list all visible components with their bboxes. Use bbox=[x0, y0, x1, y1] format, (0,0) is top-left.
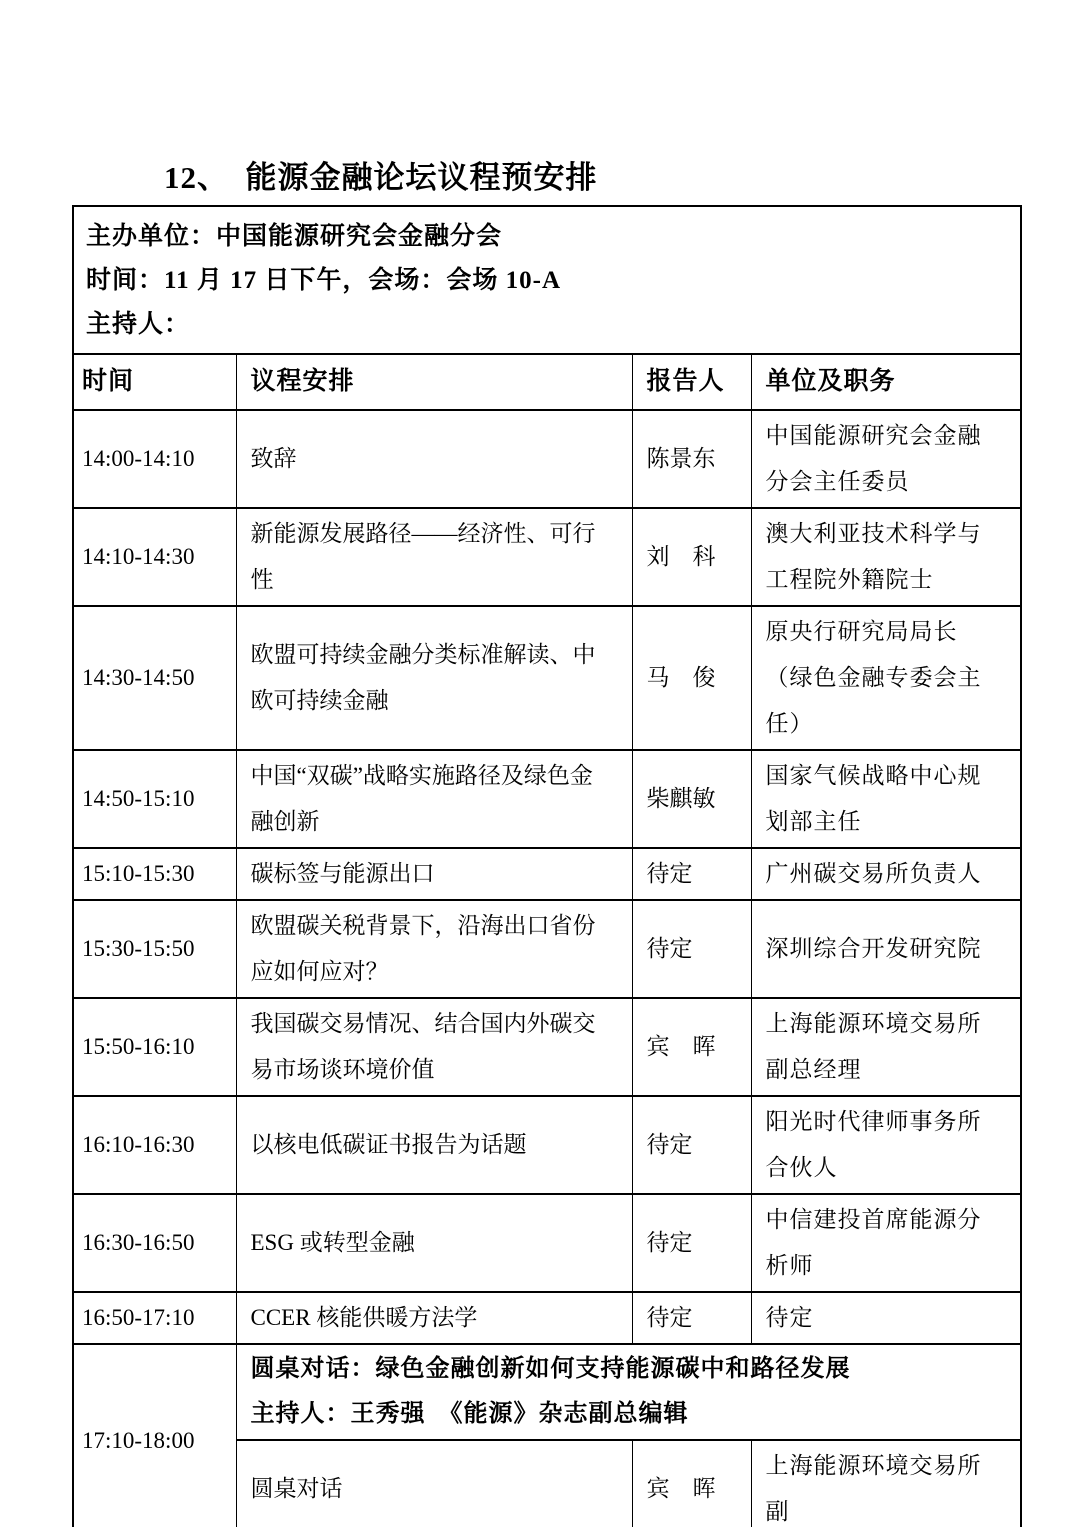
table-row bbox=[73, 900, 1021, 998]
table-row bbox=[73, 848, 1021, 900]
time-cell: 16:50-17:10 bbox=[73, 1292, 236, 1344]
agenda-cell: ESG 或转型金融 bbox=[236, 1194, 632, 1292]
unit-cell: 原央行研究局局长（绿色金融专委会主任） bbox=[751, 606, 1021, 750]
speaker-cell: 待定 bbox=[632, 848, 751, 900]
agenda-cell: CCER 核能供暖方法学 bbox=[236, 1292, 632, 1344]
speaker-cell: 陈景东 bbox=[632, 410, 751, 508]
agenda-cell: 欧盟可持续金融分类标准解读、中欧可持续金融 bbox=[236, 606, 632, 750]
page-title: 12、 能源金融论坛议程预安排 bbox=[164, 160, 598, 195]
speaker-cell: 宾 晖 bbox=[632, 1440, 751, 1527]
header-row bbox=[73, 354, 1021, 410]
speaker-cell: 待定 bbox=[632, 900, 751, 998]
time-cell: 15:10-15:30 bbox=[73, 848, 236, 900]
speaker-cell: 柴麒敏 bbox=[632, 750, 751, 848]
table-row bbox=[73, 998, 1021, 1096]
roundtable-topic: 圆桌对话：绿色金融创新如何支持能源碳中和路径发展 bbox=[250, 1356, 851, 1382]
table-row bbox=[73, 508, 1021, 606]
time-cell: 16:30-16:50 bbox=[73, 1194, 236, 1292]
moderator-line: 主持人： bbox=[86, 311, 191, 338]
time-cell: 14:30-14:50 bbox=[73, 606, 236, 750]
unit-cell: 中信建投首席能源分析师 bbox=[751, 1194, 1021, 1292]
header-speaker: 报告人 bbox=[632, 354, 751, 410]
unit-cell: 上海能源环境交易所副 bbox=[751, 1440, 1021, 1527]
roundtable-time-cell: 17:10-18:00 bbox=[73, 1344, 236, 1527]
agenda-cell: 我国碳交易情况、结合国内外碳交易市场谈环境价值 bbox=[236, 998, 632, 1096]
time-venue-line: 时间：11 月 17 日下午，会场：会场 10-A bbox=[86, 267, 562, 294]
time-cell: 14:00-14:10 bbox=[73, 410, 236, 508]
unit-cell: 上海能源环境交易所副总经理 bbox=[751, 998, 1021, 1096]
speaker-cell: 待定 bbox=[632, 1292, 751, 1344]
table-row bbox=[73, 1292, 1021, 1344]
time-cell: 14:50-15:10 bbox=[73, 750, 236, 848]
header-agenda: 议程安排 bbox=[236, 354, 632, 410]
speaker-cell: 待定 bbox=[632, 1096, 751, 1194]
speaker-cell: 刘 科 bbox=[632, 508, 751, 606]
roundtable-topic-cell bbox=[236, 1344, 1021, 1440]
agenda-cell: 欧盟碳关税背景下，沿海出口省份应如何应对？ bbox=[236, 900, 632, 998]
agenda-cell: 圆桌对话 bbox=[236, 1440, 632, 1527]
table-row bbox=[73, 606, 1021, 750]
unit-cell: 深圳综合开发研究院 bbox=[751, 900, 1021, 998]
header-time: 时间 bbox=[73, 354, 236, 410]
time-cell: 15:30-15:50 bbox=[73, 900, 236, 998]
host-line: 主办单位：中国能源研究会金融分会 bbox=[86, 223, 503, 250]
speaker-cell: 待定 bbox=[632, 1194, 751, 1292]
unit-cell: 中国能源研究会金融分会主任委员 bbox=[751, 410, 1021, 508]
table-row bbox=[73, 750, 1021, 848]
unit-cell: 待定 bbox=[751, 1292, 1021, 1344]
table-row bbox=[73, 1096, 1021, 1194]
table-row bbox=[73, 410, 1021, 508]
agenda-cell: 以核电低碳证书报告为话题 bbox=[236, 1096, 632, 1194]
agenda-cell: 碳标签与能源出口 bbox=[236, 848, 632, 900]
roundtable-row bbox=[73, 1344, 1021, 1440]
table-row bbox=[73, 1194, 1021, 1292]
unit-cell: 广州碳交易所负责人 bbox=[751, 848, 1021, 900]
agenda-cell: 中国“双碳”战略实施路径及绿色金融创新 bbox=[236, 750, 632, 848]
unit-cell: 国家气候战略中心规划部主任 bbox=[751, 750, 1021, 848]
info-row bbox=[73, 206, 1021, 354]
unit-cell: 阳光时代律师事务所合伙人 bbox=[751, 1096, 1021, 1194]
time-cell: 16:10-16:30 bbox=[73, 1096, 236, 1194]
time-cell: 15:50-16:10 bbox=[73, 998, 236, 1096]
time-cell: 14:10-14:30 bbox=[73, 508, 236, 606]
agenda-cell: 新能源发展路径——经济性、可行性 bbox=[236, 508, 632, 606]
header-unit: 单位及职务 bbox=[751, 354, 1021, 410]
speaker-cell: 马 俊 bbox=[632, 606, 751, 750]
agenda-table bbox=[72, 205, 1022, 1527]
info-block bbox=[73, 206, 1021, 354]
roundtable-moderator: 主持人：王秀强 《能源》杂志副总编辑 bbox=[250, 1401, 689, 1427]
speaker-cell: 宾 晖 bbox=[632, 998, 751, 1096]
unit-cell: 澳大利亚技术科学与工程院外籍院士 bbox=[751, 508, 1021, 606]
agenda-cell: 致辞 bbox=[236, 410, 632, 508]
